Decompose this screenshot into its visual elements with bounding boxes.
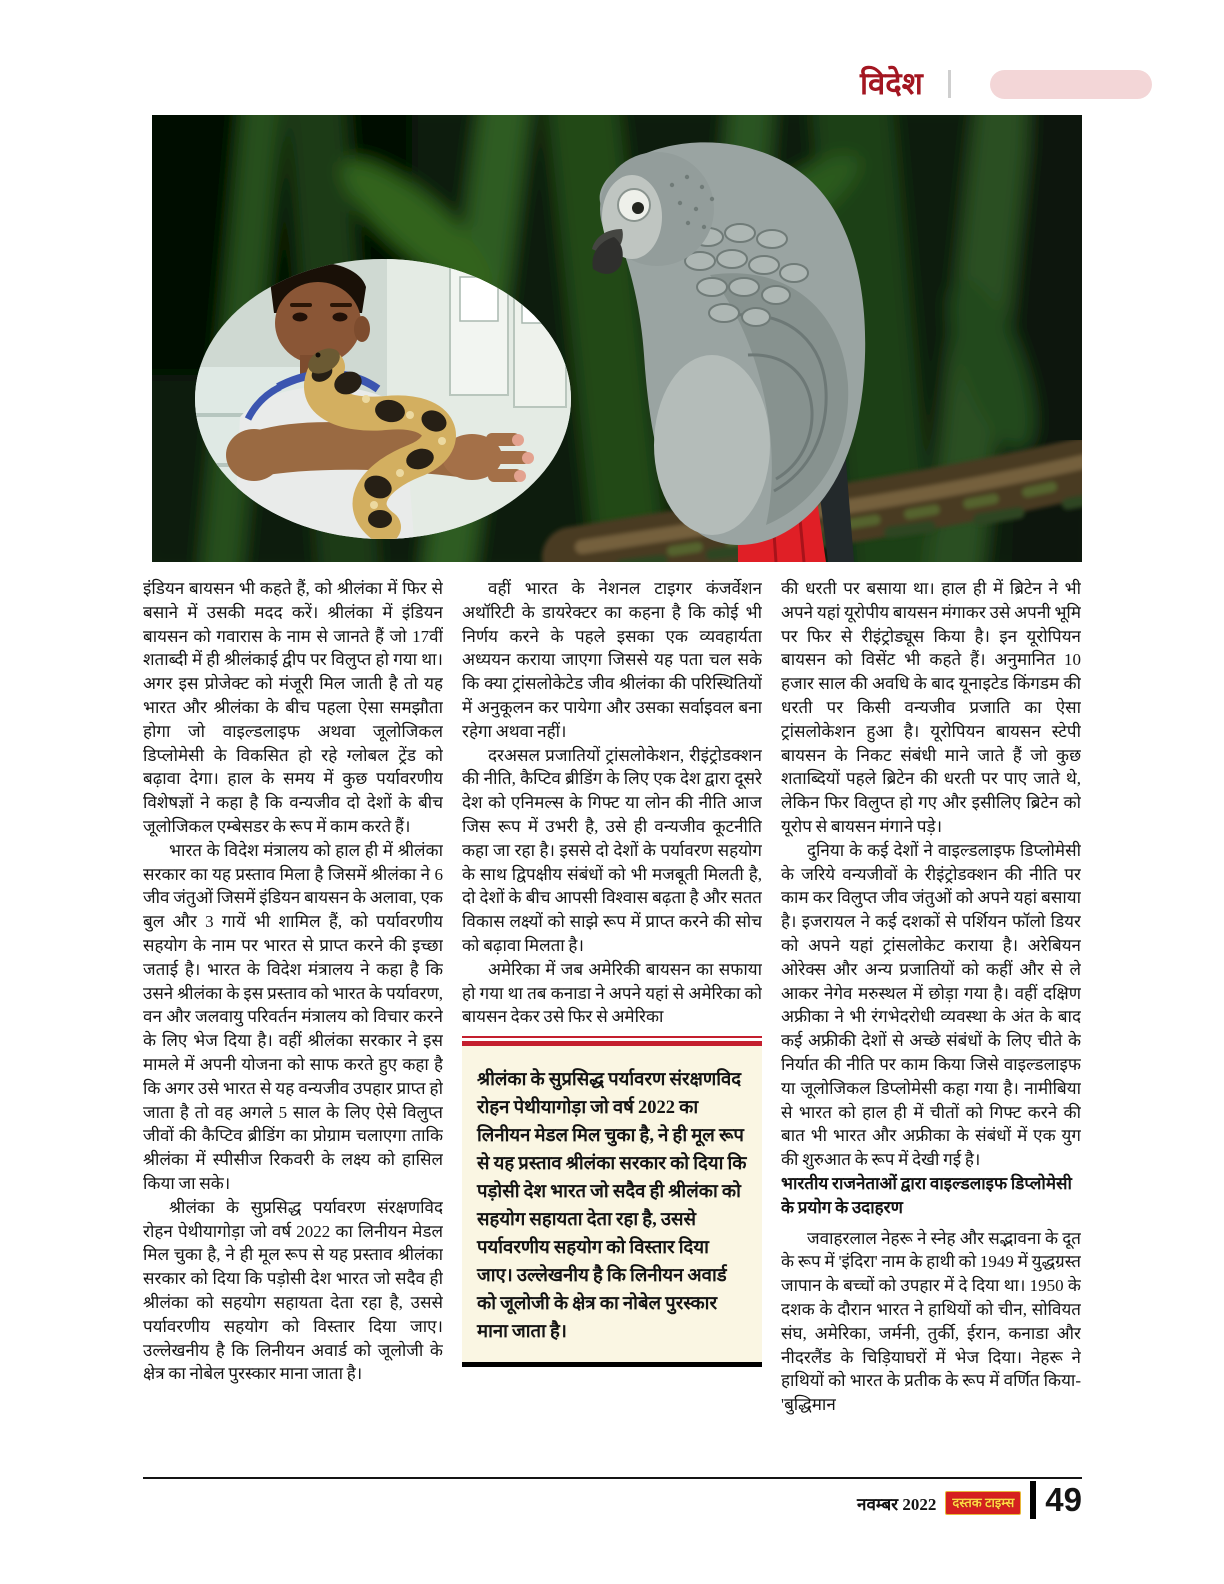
paragraph: दुनिया के कई देशों ने वाइल्डलाइफ डिप्लोमेसी के जरिये वन्यजीवों के रीइंट्रोडक्शन की नीति पर काम कर विलुप्त जीव जंतुओं को अपने यहां बसाया है। इजरायल ने कई दशकों से पर्शियन फॉलो डियर को अपने यहां ट्रांसलोकेट कराया है। अरेबियन ओरेक्स और अन्य प्रजातियों को कहीं और से ले आकर नेगेव मरुस्थल में छोड़ा गया है। वहीं दक्षिण अफ्रीका ने भी रंगभेदरोधी व्यवस्था के अंत के बाद कई अफ्रीकी देशों से अच्छे संबंधों के लिए चीते के निर्यात की नीति पर काम किया जिसे वाइल्डलाइफ या जूलोजिकल डिप्लोमेसी कहा गया है। नामीबिया से भारत को हाल ही में चीतों को गिफ्ट करने की बात भी भारत और अफ्रीका के संबंधों में एक युग की शुरुआत के रूप में देखी गई है। xyxy=(781,840,1081,1170)
paragraph: भारत के विदेश मंत्रालय को हाल ही में श्रीलंका सरकार का यह प्रस्ताव मिला है जिसमें श्रीलंका ने 6 जीव जंतुओं जिसमें इंडियन बायसन के अलावा, एक बुल और 3 गायें भी शामिल हैं, को पर्यावरणीय सहयोग के नाम पर भारत से प्राप्त करने की इच्छा जताई है। भारत के विदेश मंत्रालय ने कहा है कि उसने श्रीलंका के इस प्रस्ताव को भारत के पर्यावरण, वन और जलवायु परिवर्तन मंत्रालय को विचार करने के लिए भेज दिया है। वहीं श्रीलंका सरकार ने इस मामले में अपनी योजना को साफ करते हुए कहा है कि अगर उसे भारत से यह वन्यजीव उपहार प्राप्त हो जाता है तो वह अगले 5 साल के लिए ऐसे विलुप्त जीवों की कैप्टिव ब्रीडिंग का प्रोग्राम चलाएगा ताकि श्रीलंका में स्पीसीज रिकवरी के लक्ष्य को हासिल किया जा सके। xyxy=(143,840,443,1193)
paragraph: की धरती पर बसाया था। हाल ही में ब्रिटेन ने भी अपने यहां यूरोपीय बायसन मंगाकर उसे अपनी भूमि पर फिर से रीइंट्रोड्यूस किया है। इन यूरोपियन बायसन को विसेंट भी कहते हैं। अनुमानित 10 हजार साल की अवधि के बाद यूनाइटेड किंगडम की धरती पर किसी वन्यजीव प्रजाति का ऐसा ट्रांसलोकेशन हुआ है। यूरोपियन बायसन स्टेपी बायसन के निकट संबंधी माने जाते हैं जो कुछ शताब्दियों पहले ब्रिटेन की धरती पर पाए जाते थे, लेकिन फिर विलुप्त हो गए और इसीलिए ब्रिटेन को यूरोप से बायसन मंगाने पड़े। xyxy=(781,579,1081,836)
header-pill xyxy=(990,70,1152,99)
column-1 xyxy=(143,577,443,1469)
paragraph: अमेरिका में जब अमेरिकी बायसन का सफाया हो गया था तब कनाडा ने अपने यहां से अमेरिका को बायसन देकर उसे फिर से अमेरिका xyxy=(462,959,762,1027)
paragraph: दरअसल प्रजातियों ट्रांसलोकेशन, रीइंट्रोडक्शन की नीति, कैप्टिव ब्रीडिंग के लिए एक देश द्वारा दूसरे देश को एनिमल्स के गिफ्ट या लोन की नीति आज जिस रूप में उभरी है, उसे ही वन्यजीव कूटनीति कहा जा रहा है। इससे दो देशों के पर्यावरण सहयोग के साथ द्विपक्षीय संबंधों को भी मजबूती मिलती है, दो देशों के बीच आपसी विश्वास बढ़ता है और सतत विकास लक्ष्यों को साझे रूप में प्राप्त करने की सोच को बढ़ावा मिलता है। xyxy=(462,745,762,955)
paragraph: श्रीलंका के सुप्रसिद्ध पर्यावरण संरक्षणविद रोहन पेथीयागोड़ा जो वर्ष 2022 का लिनीयन मेडल मिल चुका है, ने ही मूल रूप से यह प्रस्ताव श्रीलंका सरकार को दिया कि पड़ोसी देश भारत जो सदैव ही श्रीलंका को सहयोग सहायता देता रहा है, उससे पर्यावरणीय सहयोग को विस्तार दिया जाए। उल्लेखनीय है कि लिनीयन अवार्ड को जूलोजी के क्षेत्र का नोबेल पुरस्कार माना जाता है। xyxy=(143,1197,443,1384)
column-2 xyxy=(462,577,762,1469)
footer-date: नवम्बर 2022 xyxy=(857,1494,937,1514)
photo-illustration xyxy=(152,115,1082,562)
magazine-logo: दस्तक टाइम्स xyxy=(945,1491,1021,1515)
article-body xyxy=(143,577,1083,1469)
highlight-box xyxy=(462,1046,762,1367)
paragraph: वहीं भारत के नेशनल टाइगर कंजर्वेशन अथॉरिटी के डायरेक्टर का कहना है कि कोई भी निर्णय करने के पहले इसका एक व्यवहार्यता अध्ययन कराया जाएगा जिससे यह पता चल सके कि क्या ट्रांसलोकेटेड जीव श्रीलंका की परिस्थितियों में अनुकूलन कर पायेगा और उसका सर्वाइवल बना रहेगा अथवा नहीं। xyxy=(462,579,762,741)
highlight-rule xyxy=(462,1036,762,1046)
footer-divider-bar xyxy=(1030,1481,1036,1519)
subheading: भारतीय राजनेताओं द्वारा वाइल्डलाइफ डिप्लोमेसी के प्रयोग के उदाहरण xyxy=(781,1173,1072,1217)
footer xyxy=(143,1481,1082,1519)
page-number: 49 xyxy=(1045,1481,1082,1518)
section-label: विदेश xyxy=(860,66,923,101)
footer-rule xyxy=(143,1477,1082,1479)
column-3 xyxy=(781,577,1081,1469)
highlight-text: श्रीलंका के सुप्रसिद्ध पर्यावरण संरक्षणविद रोहन पेथीयागोड़ा जो वर्ष 2022 का लिनीयन मेडल मिल चुका है, ने ही मूल रूप से यह प्रस्ताव श्रीलंका सरकार को दिया कि पड़ोसी देश भारत जो सदैव ही श्रीलंका को सहयोग सहायता देता रहा है, उससे पर्यावरणीय सहयोग को विस्तार दिया जाए। उल्लेखनीय है कि लिनीयन अवार्ड को जूलोजी के क्षेत्र का नोबेल पुरस्कार माना जाता है। xyxy=(477,1070,747,1343)
paragraph: इंडियन बायसन भी कहते हैं, को श्रीलंका में फिर से बसाने में उसकी मदद करें। श्रीलंका में इंडियन बायसन को गवारास के नाम से जानते हैं जो 17वीं शताब्दी में ही श्रीलंकाई द्वीप पर विलुप्त हो गया था। अगर इस प्रोजेक्ट को मंजूरी मिल जाती है तो यह भारत और श्रीलंका के बीच पहला ऐसा समझौता होगा जो वाइल्डलाइफ अथवा जूलोजिकल डिप्लोमेसी के विकसित हो रहे ग्लोबल ट्रेंड को बढ़ावा देगा। हाल के समय में कुछ पर्यावरणीय विशेषज्ञों ने कहा है कि वन्यजीव दो देशों के बीच जूलोजिकल एम्बेसडर के रूप में काम करते हैं। xyxy=(143,579,443,836)
header-divider xyxy=(948,70,951,98)
photo-inset-oval xyxy=(195,259,572,539)
article-photo xyxy=(152,115,1082,562)
paragraph: जवाहरलाल नेहरू ने स्नेह और सद्भावना के दूत के रूप में 'इंदिरा' नाम के हाथी को 1949 में युद्धग्रस्त जापान के बच्चों को उपहार में दे दिया था। 1950 के दशक के दौरान भारत ने हाथियों को चीन, सोवियत संघ, अमेरिका, जर्मनी, तुर्की, ईरान, कनाडा और नीदरलैंड के चिड़ियाघरों में भेज दिया। नेहरू ने हाथियों को भारत के प्रतीक के रूप में वर्णित किया- 'बुद्धिमान xyxy=(781,1228,1081,1415)
